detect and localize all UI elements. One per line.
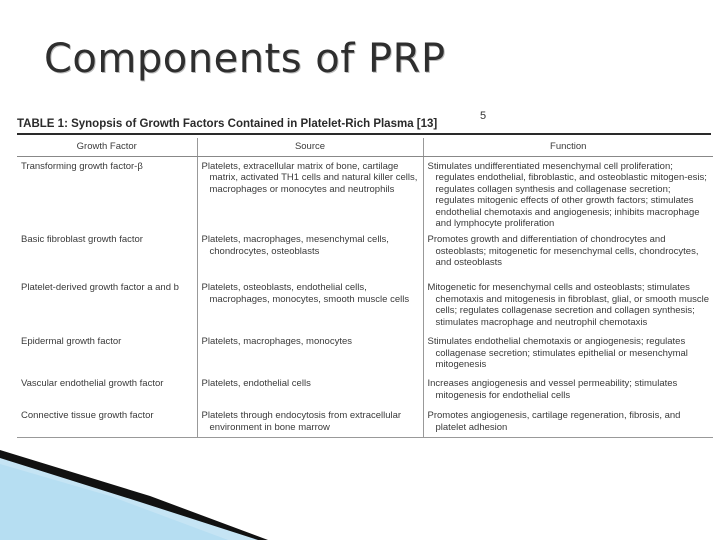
growth-factor-name: Transforming growth factor-β xyxy=(21,160,143,172)
function-text: Mitogenetic for mesenchymal cells and osteoblasts; stimulates chemotaxis and mitogenesis in fibroblast, glial, or smooth muscle cells; regulates collagenase secretion and collagen synthesis; stimulates macrophage and neutrophil chemotaxis xyxy=(427,282,710,328)
growth-factor-name: Vascular endothelial growth factor xyxy=(21,378,164,390)
cell-source xyxy=(197,156,423,230)
table-row xyxy=(17,406,713,438)
header-function: Function xyxy=(423,138,713,156)
cell-function xyxy=(423,406,713,438)
table-row xyxy=(17,332,713,374)
table-row xyxy=(17,156,713,230)
function-text: Promotes angiogenesis, cartilage regeneration, fibrosis, and platelet adhesion xyxy=(427,410,681,433)
table-row xyxy=(17,374,713,406)
growth-factor-name: Epidermal growth factor xyxy=(21,336,122,348)
table-header-row xyxy=(17,138,713,156)
cell-source xyxy=(197,278,423,332)
table-row xyxy=(17,278,713,332)
source-text: Platelets, extracellular matrix of bone, cartilage matrix, activated TH1 cells and natural killer cells, macrophages or monocytes and neutrophils xyxy=(201,160,418,195)
cell-growth-factor xyxy=(17,332,197,374)
growth-factor-name: Platelet-derived growth factor a and b xyxy=(21,282,179,294)
cell-growth-factor xyxy=(17,406,197,438)
cell-function xyxy=(423,332,713,374)
cell-function xyxy=(423,230,713,278)
header-growth-factor: Growth Factor xyxy=(17,138,197,156)
cell-growth-factor xyxy=(17,230,197,278)
cell-function xyxy=(423,156,713,230)
swoosh-mid-band xyxy=(0,464,228,540)
function-text: Increases angiogenesis and vessel permeability; stimulates mitogenesis for endothelial cells xyxy=(427,378,678,401)
table-caption: TABLE 1: Synopsis of Growth Factors Contained in Platelet-Rich Plasma [13] xyxy=(17,118,711,135)
growth-factor-table xyxy=(17,138,713,438)
function-text: Stimulates undifferentiated mesenchymal cell proliferation; regulates endothelial, fibroblastic, and osteoblastic mitogen-esis; regulates collagen synthesis and collagenase secretion; regulates mitogenic effects of other growth factors; stimulates endothelial chemotaxis and angiogenesis; inhibits macrophage and lymphocyte proliferation xyxy=(427,160,707,230)
source-text: Platelets, macrophages, monocytes xyxy=(201,336,352,348)
function-text: Promotes growth and differentiation of chondrocytes and osteoblasts; mitogenetic for mesenchymal cells, chondrocytes, and osteoblasts xyxy=(427,234,699,269)
source-text: Platelets, macrophages, mesenchymal cells, chondrocytes, osteoblasts xyxy=(201,234,389,257)
slide-title: Components of PRP xyxy=(44,36,446,82)
source-text: Platelets, endothelial cells xyxy=(201,378,311,390)
growth-factor-name: Connective tissue growth factor xyxy=(21,410,154,422)
cell-function xyxy=(423,374,713,406)
cell-source xyxy=(197,374,423,406)
growth-factor-name: Basic fibroblast growth factor xyxy=(21,234,143,246)
cell-source xyxy=(197,332,423,374)
page-number: 5 xyxy=(480,110,487,122)
source-text: Platelets through endocytosis from extracellular environment in bone marrow xyxy=(201,410,402,433)
cell-growth-factor xyxy=(17,374,197,406)
cell-growth-factor xyxy=(17,278,197,332)
table-row xyxy=(17,230,713,278)
header-source: Source xyxy=(197,138,423,156)
corner-swoosh-decoration xyxy=(0,450,290,540)
cell-source xyxy=(197,230,423,278)
function-text: Stimulates endothelial chemotaxis or angiogenesis; regulates collagenase secretion; stimulates epithelial or mesenchymal mitogenesis xyxy=(427,336,688,371)
cell-source xyxy=(197,406,423,438)
cell-growth-factor xyxy=(17,156,197,230)
source-text: Platelets, osteoblasts, endothelial cells, macrophages, monocytes, smooth muscle cells xyxy=(201,282,410,305)
cell-function xyxy=(423,278,713,332)
